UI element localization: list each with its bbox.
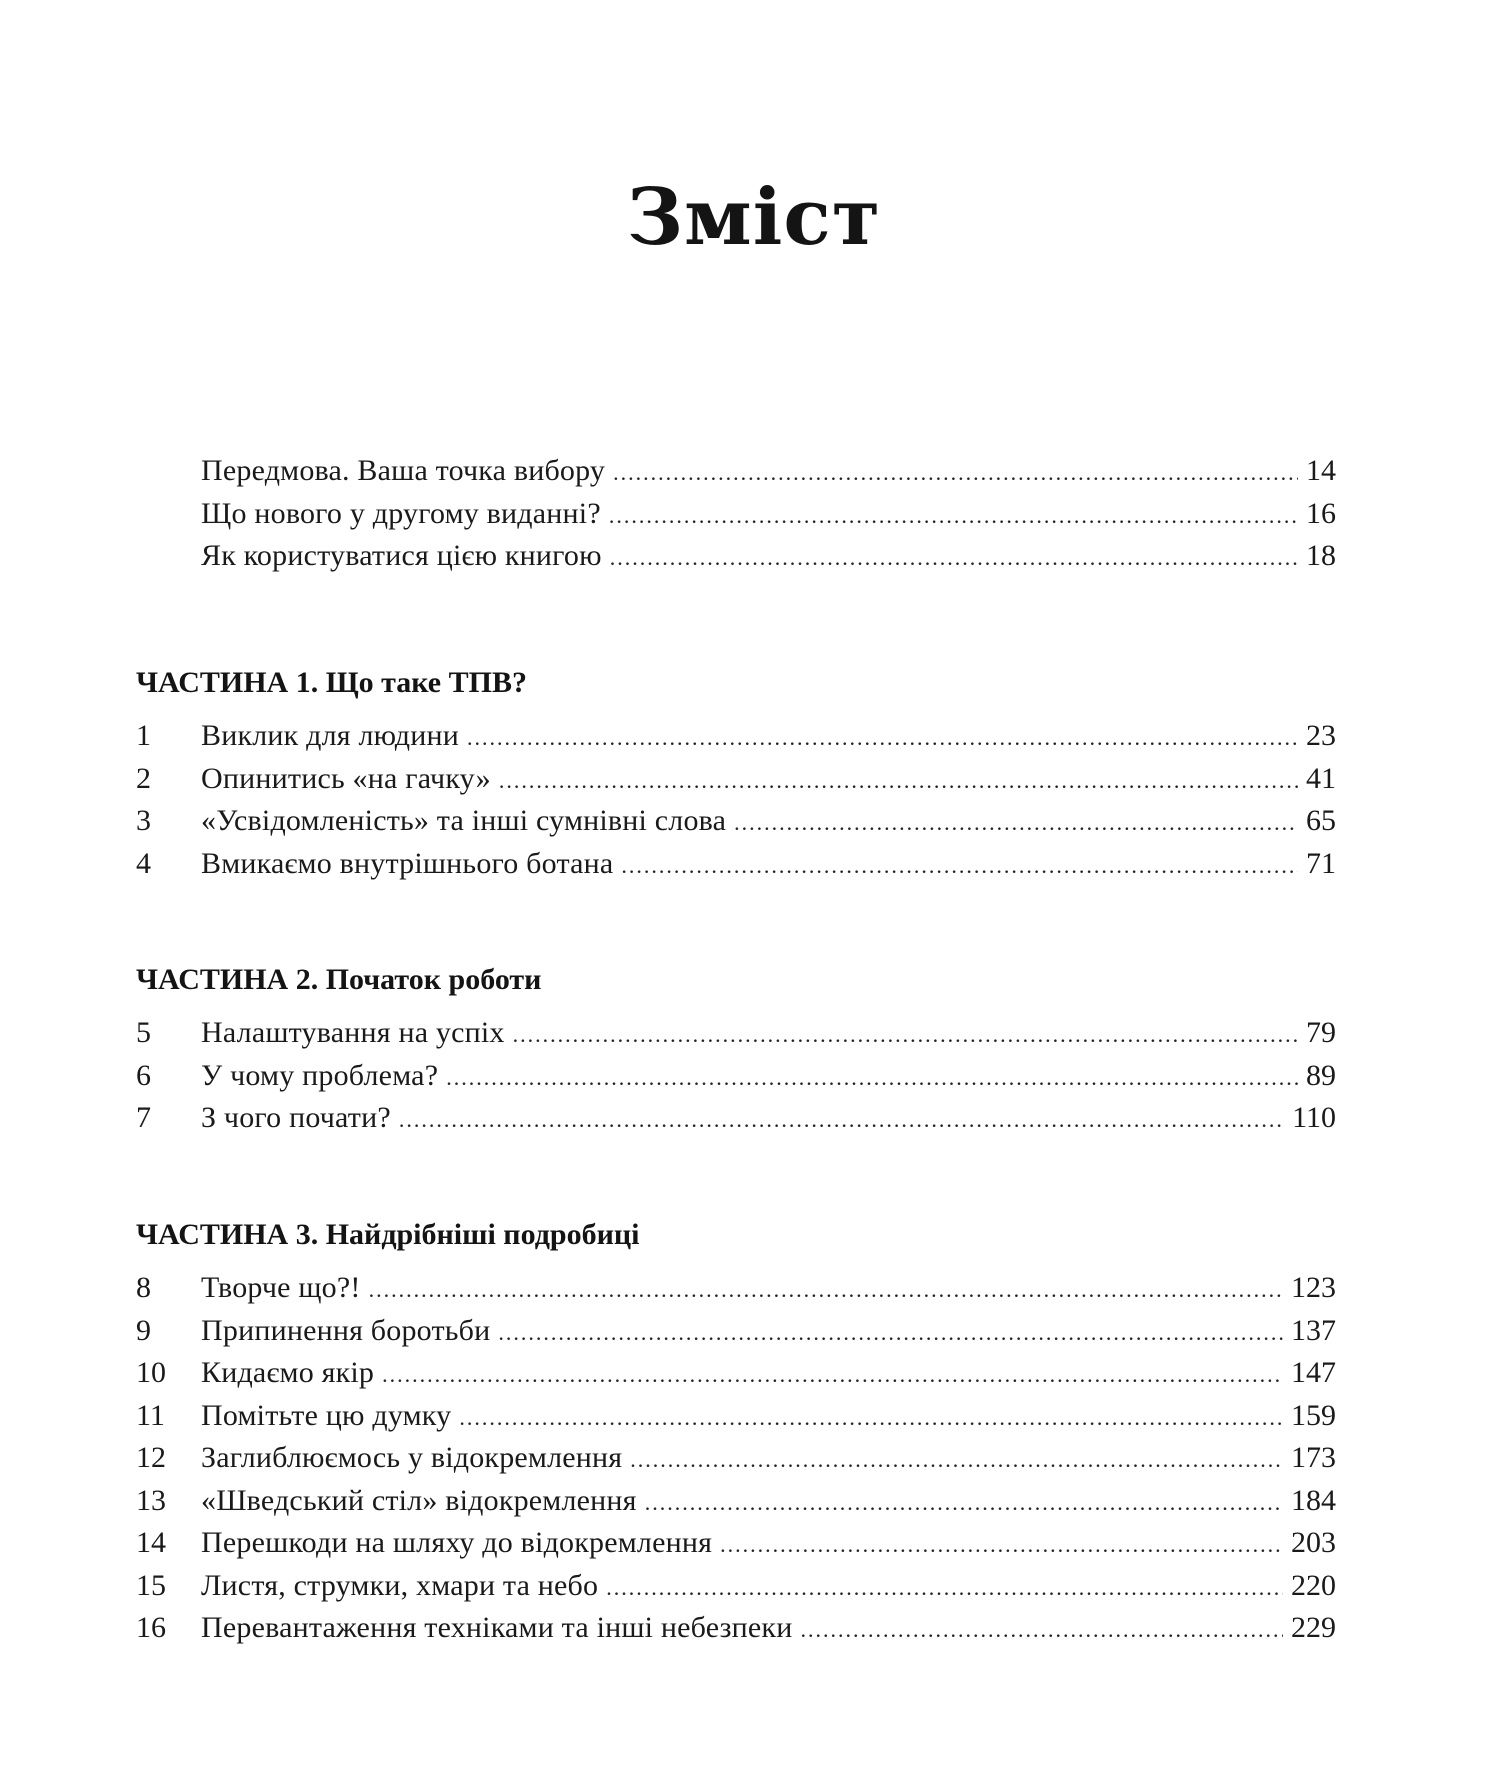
entry-title: Заглиблюємось у відокремлення [201, 1441, 623, 1474]
entry-title: Листя, струмки, хмари та небо [201, 1568, 599, 1602]
entry-page: 123 [1291, 1271, 1336, 1304]
entry-number: 8 [136, 1271, 151, 1304]
part-heading: ЧАСТИНА 2. Початок роботи [136, 963, 542, 996]
part-heading: ЧАСТИНА 3. Найдрібніші подробиці [136, 1218, 640, 1251]
entry-number: 14 [136, 1526, 166, 1559]
part-heading: ЧАСТИНА 1. Що таке ТПВ? [136, 666, 527, 699]
entry-page: 89 [1306, 1058, 1336, 1092]
dot-leader [499, 760, 1298, 803]
toc-part-2 [136, 960, 1336, 1140]
dot-leader [498, 1312, 1283, 1355]
entry-page: 159 [1291, 1398, 1336, 1432]
entry-title: Творче що?! [201, 1271, 361, 1304]
entry-page: 23 [1306, 719, 1336, 752]
entry-page: 79 [1306, 1016, 1336, 1049]
page-title: Зміст [626, 172, 882, 263]
entry-title: З чого почати? [201, 1101, 391, 1134]
entry-title: Налаштування на успіх [201, 1016, 505, 1049]
entry-number: 9 [136, 1313, 151, 1347]
dot-leader [613, 452, 1298, 495]
entry-number: 11 [136, 1398, 165, 1432]
entry-title: Виклик для людини [201, 719, 459, 752]
toc-entry[interactable] [136, 493, 1336, 536]
entry-title: У чому проблема? [201, 1058, 439, 1092]
dot-leader [382, 1354, 1283, 1397]
entry-page: 14 [1306, 454, 1336, 487]
toc-entry[interactable] [136, 1310, 1336, 1353]
toc-entry[interactable] [136, 1352, 1336, 1395]
entry-title: Перевантаження техніками та інші небезпеки [201, 1611, 793, 1644]
toc-entry[interactable] [136, 1565, 1336, 1608]
toc-entry[interactable] [136, 758, 1336, 801]
entry-number: 6 [136, 1058, 151, 1092]
entry-number: 12 [136, 1441, 166, 1474]
toc-entry[interactable] [136, 1607, 1336, 1650]
entry-number: 4 [136, 846, 151, 880]
entry-number: 13 [136, 1483, 166, 1517]
entry-number: 15 [136, 1568, 166, 1602]
dot-leader [734, 802, 1298, 845]
dot-leader [720, 1524, 1283, 1567]
dot-leader [513, 1014, 1298, 1057]
toc-intro [136, 450, 1336, 578]
entry-page: 18 [1306, 539, 1336, 572]
dot-leader [621, 845, 1298, 888]
entry-page: 110 [1292, 1101, 1336, 1134]
toc-part-1 [136, 663, 1336, 885]
dot-leader [606, 1567, 1283, 1610]
toc-entry[interactable] [136, 1097, 1336, 1140]
entry-page: 203 [1291, 1526, 1336, 1559]
entry-page: 16 [1306, 496, 1336, 530]
dot-leader [459, 1397, 1283, 1440]
toc-part-3 [136, 1215, 1336, 1650]
dot-leader [645, 1482, 1283, 1525]
entry-number: 5 [136, 1016, 151, 1049]
toc-entry[interactable] [136, 450, 1336, 493]
toc-entry[interactable] [136, 1395, 1336, 1438]
toc-entry[interactable] [136, 1437, 1336, 1480]
entry-number: 3 [136, 804, 151, 837]
entry-title: «Шведський стіл» відокремлення [201, 1483, 637, 1517]
toc-entry[interactable] [136, 1055, 1336, 1098]
toc-entry[interactable] [136, 715, 1336, 758]
toc-entry[interactable] [136, 843, 1336, 886]
entry-title: Як користуватися цією книгою [201, 539, 602, 572]
toc-entry[interactable] [136, 535, 1336, 578]
entry-number: 16 [136, 1611, 166, 1644]
entry-page: 184 [1291, 1483, 1336, 1517]
entry-title: Перешкоди на шляху до відокремлення [201, 1526, 713, 1559]
toc-entry[interactable] [136, 1267, 1336, 1310]
entry-page: 229 [1291, 1611, 1336, 1644]
entry-title: «Усвідомленість» та інші сумнівні слова [201, 804, 727, 837]
entry-number: 10 [136, 1356, 166, 1389]
toc-entry[interactable] [136, 1522, 1336, 1565]
dot-leader [369, 1269, 1283, 1312]
dot-leader [446, 1057, 1298, 1100]
entry-title: Кидаємо якір [201, 1356, 375, 1389]
dot-leader [630, 1439, 1283, 1482]
dot-leader [609, 495, 1298, 538]
entry-page: 65 [1306, 804, 1336, 837]
toc-entry[interactable] [136, 800, 1336, 843]
dot-leader [610, 537, 1298, 580]
entry-page: 173 [1291, 1441, 1336, 1474]
entry-number: 1 [136, 719, 151, 752]
dot-leader [800, 1609, 1283, 1652]
entry-title: Що нового у другому виданні? [201, 496, 601, 530]
dot-leader [467, 717, 1298, 760]
entry-title: Помітьте цю думку [201, 1398, 452, 1432]
entry-title: Опинитись «на гачку» [201, 761, 491, 795]
entry-number: 7 [136, 1101, 151, 1134]
entry-page: 41 [1306, 761, 1336, 795]
dot-leader [399, 1099, 1284, 1142]
entry-title: Припинення боротьби [201, 1313, 491, 1347]
toc-entry[interactable] [136, 1012, 1336, 1055]
entry-number: 2 [136, 761, 151, 795]
entry-page: 147 [1291, 1356, 1336, 1389]
entry-page: 220 [1291, 1568, 1336, 1602]
entry-page: 137 [1291, 1313, 1336, 1347]
entry-page: 71 [1306, 846, 1336, 880]
entry-title: Вмикаємо внутрішнього ботана [201, 846, 614, 880]
toc-entry[interactable] [136, 1480, 1336, 1523]
entry-title: Передмова. Ваша точка вибору [201, 454, 606, 487]
